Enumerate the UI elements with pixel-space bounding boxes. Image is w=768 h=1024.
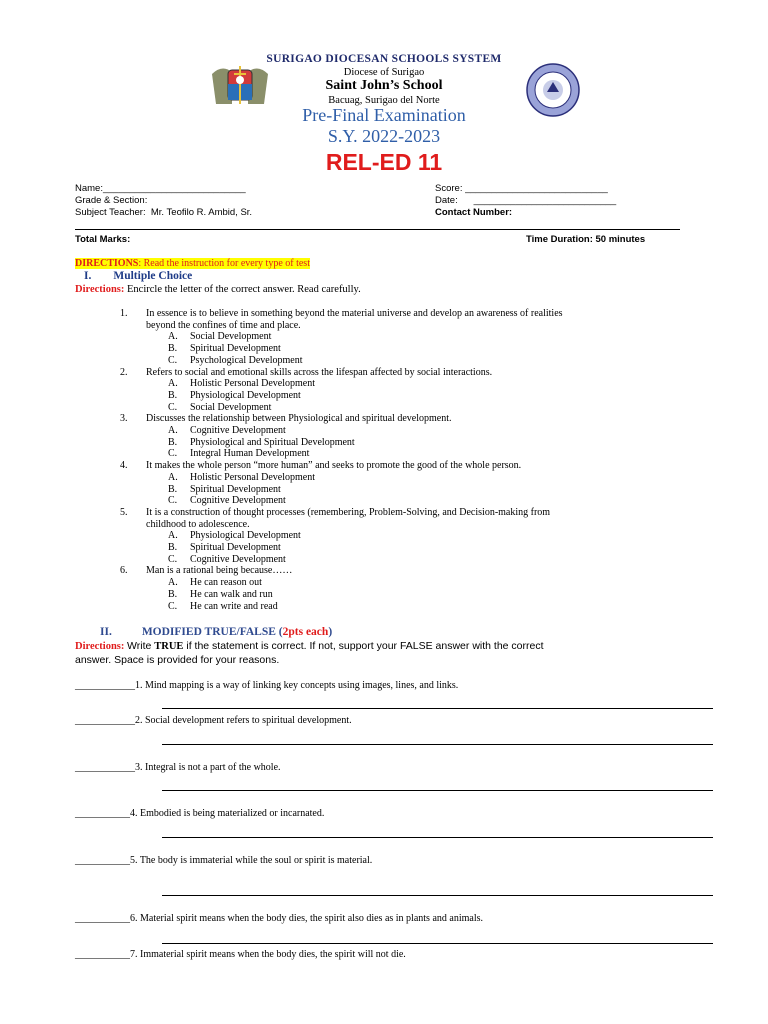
score-field (435, 183, 608, 194)
question-number: 3. (120, 413, 128, 425)
tf-statement: 6. Material spirit means when the body dies, the spirit also dies as in plants and animals. (130, 913, 483, 924)
subject-title: REL-ED 11 (325, 149, 443, 175)
question-text: It makes the whole person “more human” and seeks to promote the good of the whole person. (146, 460, 522, 472)
time-duration: Time Duration: 50 minutes (526, 234, 646, 245)
tf-item (75, 762, 281, 773)
teacher-value: Mr. Teofilo R. Ambid, Sr. (150, 207, 253, 218)
option-letter[interactable]: A. (168, 577, 178, 589)
score-line[interactable]: ___________________________ (465, 183, 608, 194)
option-letter[interactable]: A. (168, 530, 178, 542)
question-text: It is a construction of thought processes (remembering, Problem-Solving, and Decision-making from (146, 506, 551, 518)
tf-item (75, 680, 458, 691)
diocese-name: Diocese of Surigao (343, 67, 425, 78)
part2-directions-true: TRUE (154, 641, 184, 652)
main-directions-text: : Read the instruction for every type of test (138, 258, 310, 269)
answer-blank[interactable]: ___________ (75, 949, 130, 960)
option-text: Spiritual Development (190, 343, 281, 355)
question-number: 4. (120, 460, 128, 472)
option-letter[interactable]: B. (168, 588, 178, 600)
option-text: He can reason out (190, 577, 262, 589)
option-letter[interactable]: B. (168, 542, 178, 553)
part1-directions-text: Encircle the letter of the correct answer. Read carefully. (127, 284, 361, 295)
option-letter[interactable]: B. (168, 389, 178, 401)
question-text: In essence is to believe in something beyond the material universe and develop an awareness of realities (146, 308, 563, 319)
option-letter[interactable]: B. (168, 483, 178, 495)
tf-item (75, 808, 324, 819)
option-letter[interactable]: C. (168, 448, 178, 460)
question-text: childhood to adolescence. (146, 518, 250, 530)
answer-blank[interactable]: ___________ (75, 913, 130, 924)
part2-directions-pre: Write (127, 640, 155, 652)
main-directions-label: DIRECTIONS (75, 258, 139, 269)
name-line[interactable]: ___________________________ (102, 183, 246, 194)
tf-statement: 7. Immaterial spirit means when the body dies, the spirit will not die. (130, 949, 406, 960)
option-text: Physiological Development (190, 389, 301, 401)
tf-item (75, 715, 352, 726)
tf-statement: 5. The body is immaterial while the soul or spirit is material. (130, 855, 373, 866)
answer-blank[interactable]: ____________ (75, 762, 135, 773)
total-marks-label: Total Marks: (75, 234, 131, 245)
question-text: Discusses the relationship between Physiological and spiritual development. (146, 413, 452, 425)
school-year: S.Y. 2022-2023 (327, 126, 441, 146)
tf-item (75, 913, 483, 924)
option-text: Cognitive Development (190, 425, 286, 436)
answer-blank[interactable]: ____________ (75, 715, 135, 726)
option-letter[interactable]: A. (168, 378, 178, 390)
date-line[interactable]: ___________________________ (473, 195, 617, 206)
option-letter[interactable]: C. (168, 495, 178, 507)
part1-directions (75, 284, 361, 295)
part2-directions (75, 640, 544, 652)
part1-directions-label: Directions: (75, 284, 125, 295)
option-letter[interactable]: B. (168, 436, 178, 448)
option-text: Holistic Personal Development (190, 471, 315, 483)
option-letter[interactable]: A. (168, 331, 178, 343)
teacher-field (75, 207, 252, 218)
date-label: Date: (435, 195, 458, 206)
part2-points: 2pts each (282, 626, 329, 638)
tf-item (75, 949, 406, 960)
option-text: Cognitive Development (190, 553, 286, 565)
tf-statement: 4. Embodied is being materialized or incarnated. (130, 808, 325, 819)
answer-blank[interactable]: ___________ (75, 808, 130, 819)
question-number: 2. (120, 366, 128, 378)
reason-line[interactable] (162, 943, 713, 944)
score-label: Score: (435, 183, 463, 194)
tf-statement: 2. Social development refers to spiritual development. (135, 715, 352, 726)
reason-line[interactable] (162, 708, 713, 709)
option-text: Social Development (190, 331, 272, 343)
name-field (75, 183, 246, 194)
option-letter[interactable]: C. (168, 600, 178, 612)
part2-heading (100, 626, 332, 638)
option-letter[interactable]: B. (168, 343, 178, 355)
divider (75, 229, 680, 230)
option-text: Spiritual Development (190, 542, 281, 553)
school-name: Saint John’s School (325, 78, 443, 93)
option-text: Psychological Development (190, 354, 303, 366)
tf-statement: 1. Mind mapping is a way of linking key concepts using images, lines, and links. (135, 680, 459, 691)
exam-title: Pre-Final Examination (302, 105, 466, 125)
question-number: 1. (120, 308, 128, 319)
reason-line[interactable] (162, 895, 713, 896)
option-text: Holistic Personal Development (190, 378, 315, 390)
option-text: He can walk and run (190, 588, 273, 600)
reason-line[interactable] (162, 837, 713, 838)
option-text: Cognitive Development (190, 495, 286, 507)
option-text: Social Development (190, 401, 272, 413)
option-letter[interactable]: A. (168, 425, 178, 436)
tf-item (75, 855, 372, 866)
question-number: 6. (120, 565, 128, 577)
question-text: beyond the confines of time and place. (146, 319, 301, 331)
tf-statement: 3. Integral is not a part of the whole. (135, 762, 281, 773)
system-name: SURIGAO DIOCESAN SCHOOLS SYSTEM (266, 53, 502, 65)
part1-numeral: I. (84, 270, 92, 282)
part2-numeral: II. (100, 626, 112, 638)
answer-blank[interactable]: ___________ (75, 855, 130, 866)
reason-line[interactable] (162, 744, 713, 745)
question-number: 5. (120, 506, 128, 518)
option-letter[interactable]: C. (168, 401, 178, 413)
option-text: He can write and read (190, 600, 278, 612)
contact-label: Contact Number: (435, 207, 513, 218)
question-text: Refers to social and emotional skills across the lifespan affected by social interactions. (146, 366, 493, 378)
name-label: Name: (75, 183, 103, 194)
part2-directions-post: if the statement is correct. If not, support your FALSE answer with the correct (183, 640, 544, 652)
option-letter[interactable]: C. (168, 553, 178, 565)
part2-title: MODIFIED TRUE/FALSE ( (141, 626, 283, 638)
part1-heading (84, 270, 192, 282)
reason-line[interactable] (162, 790, 713, 791)
option-text: Spiritual Development (190, 483, 281, 495)
part2-title-end: ) (328, 626, 333, 638)
option-letter[interactable]: A. (168, 471, 178, 483)
part1-title: Multiple Choice (113, 270, 193, 282)
teacher-label: Subject Teacher: (75, 207, 146, 218)
main-directions (75, 258, 310, 269)
grade-label: Grade & Section: (75, 195, 148, 206)
option-letter[interactable]: C. (168, 354, 178, 366)
option-text: Physiological and Spiritual Development (190, 436, 355, 448)
part2-directions-line2: answer. Space is provided for your reasons. (75, 654, 280, 666)
question-text: Man is a rational being because…… (146, 565, 293, 577)
date-field (435, 195, 616, 206)
school-location: Bacuag, Surigao del Norte (328, 95, 440, 106)
part2-directions-label: Directions: (75, 641, 125, 652)
answer-blank[interactable]: ____________ (75, 680, 135, 691)
option-text: Integral Human Development (190, 448, 310, 460)
option-text: Physiological Development (190, 530, 301, 542)
